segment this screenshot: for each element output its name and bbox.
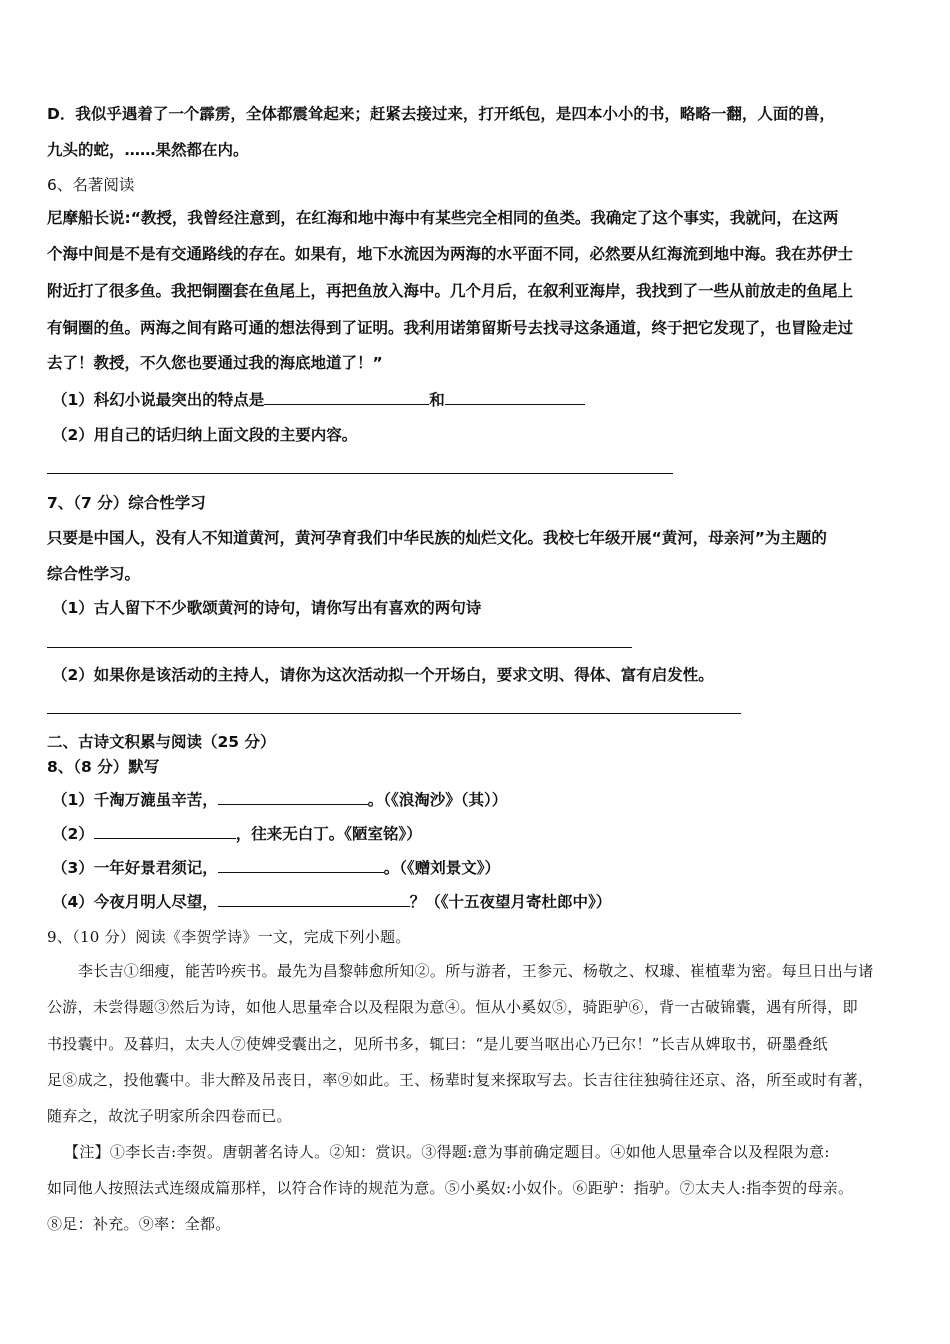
answer-blank[interactable]	[94, 824, 236, 839]
q8-item-3	[52, 858, 500, 878]
option-d-line1: D．我似乎遇着了一个霹雳，全体都震耸起来；赶紧去接过来，打开纸包，是四本小小的书，略略一翻，人面的兽，	[47, 105, 835, 123]
q8-item-text: 。（《浪淘沙》（其））	[367, 791, 508, 809]
q6-heading: 6、名著阅读	[47, 176, 135, 194]
answer-blank[interactable]	[218, 790, 368, 805]
q8-item-text: （1）千淘万漉虽辛苦，	[52, 791, 218, 809]
q6-passage-line: 附近打了很多鱼。我把铜圈套在鱼尾上，再把鱼放入海中。几个月后，在叙利亚海岸，我找到了一些从前放走的鱼尾上	[47, 282, 854, 300]
q6-sub1	[52, 390, 585, 410]
q8-item-text: 。（《赠刘景文》）	[383, 859, 501, 877]
q9-passage-line: 书投囊中。及暮归，太夫人⑦使婢受囊出之，见所书多，辄曰：“是儿要当呕出心乃已尔！”长吉从婢取书，研墨叠纸	[47, 1035, 828, 1053]
q9-note-line: ⑧足：补充。⑨率：全都。	[47, 1215, 231, 1233]
answer-blank[interactable]	[218, 858, 384, 873]
answer-blank[interactable]	[218, 892, 410, 907]
q7-sub2: （2）如果你是该活动的主持人，请你为这次活动拟一个开场白，要求文明、得体、富有启发性。	[52, 666, 714, 684]
q8-heading: 8、（8 分）默写	[47, 758, 160, 776]
q6-passage-line: 尼摩船长说:“教授，我曾经注意到，在红海和地中海中有某些完全相同的鱼类。我确定了这个事实，我就问，在这两	[47, 209, 839, 227]
q6-sub2: （2）用自己的话归纳上面文段的主要内容。	[52, 426, 358, 444]
option-d-line2: 九头的蛇，……果然都在内。	[47, 141, 249, 159]
q8-item-2	[52, 824, 422, 844]
answer-line[interactable]	[47, 713, 741, 714]
q6-sub1-mid: 和	[429, 391, 445, 409]
q9-passage-line: 李长吉①细瘦，能苦吟疾书。最先为昌黎韩愈所知②。所与游者，王参元、杨敬之、权璩、崔植辈为密。每旦日出与诸	[78, 962, 874, 980]
answer-blank[interactable]	[445, 390, 585, 405]
q6-passage-line: 个海中间是不是有交通路线的存在。如果有，地下水流因为两海的水平面不同，必然要从红海流到地中海。我在苏伊士	[47, 245, 854, 263]
q7-sub1: （1）古人留下不少歌颂黄河的诗句，请你写出有喜欢的两句诗	[52, 599, 482, 617]
q6-passage-line: 去了！教授，不久您也要通过我的海底地道了！”	[47, 354, 383, 372]
q8-item-text: ，往来无白丁。《陋室铭》）	[235, 825, 422, 843]
q7-heading: 7、（7 分）综合性学习	[47, 494, 206, 512]
q6-sub1-prefix: （1）科幻小说最突出的特点是	[52, 391, 265, 409]
q8-item-text: ？（《十五夜望月寄杜郎中》）	[409, 893, 612, 911]
q9-passage-line: 足⑧成之，投他囊中。非大醉及吊丧日，率⑨如此。王、杨辈时复来探取写去。长吉往往独骑往还京、洛，所至或时有著，	[47, 1071, 874, 1089]
answer-blank[interactable]	[264, 390, 429, 405]
q8-item-text: （3）一年好景君须记，	[52, 859, 218, 877]
q9-passage-line: 随弃之，故沈子明家所余四卷而已。	[47, 1107, 292, 1125]
q8-item-text: （2）	[52, 825, 94, 843]
answer-line[interactable]	[47, 473, 673, 474]
q7-intro-line2: 综合性学习。	[47, 565, 141, 583]
q9-heading: 9、（10 分）阅读《李贺学诗》一文，完成下列小题。	[47, 928, 411, 946]
q8-item-1	[52, 790, 507, 810]
q8-item-4	[52, 892, 611, 912]
q8-item-text: （4）今夜月明人尽望，	[52, 893, 218, 911]
q9-note-line: 【注】①李长吉:李贺。唐朝著名诗人。②知：赏识。③得题:意为事前确定题目。④如他人思量牵合以及程限为意:	[64, 1143, 830, 1161]
q9-passage-line: 公游，未尝得题③然后为诗，如他人思量牵合以及程限为意④。恒从小奚奴⑤，骑距驴⑥，背一古破锦囊，遇有所得，即	[47, 998, 858, 1016]
q6-passage-line: 有铜圈的鱼。两海之间有路可通的想法得到了证明。我利用诺第留斯号去找寻这条通道，终于把它发现了，也冒险走过	[47, 319, 854, 337]
section2-heading: 二、古诗文积累与阅读（25 分）	[47, 733, 276, 751]
answer-line[interactable]	[47, 647, 632, 648]
q9-note-line: 如同他人按照法式连缀成篇那样，以符合作诗的规范为意。⑤小奚奴:小奴仆。⑥距驴：指驴。⑦太夫人:指李贺的母亲。	[47, 1179, 854, 1197]
q7-intro-line1: 只要是中国人，没有人不知道黄河，黄河孕育我们中华民族的灿烂文化。我校七年级开展“黄河，母亲河”为主题的	[47, 529, 827, 547]
